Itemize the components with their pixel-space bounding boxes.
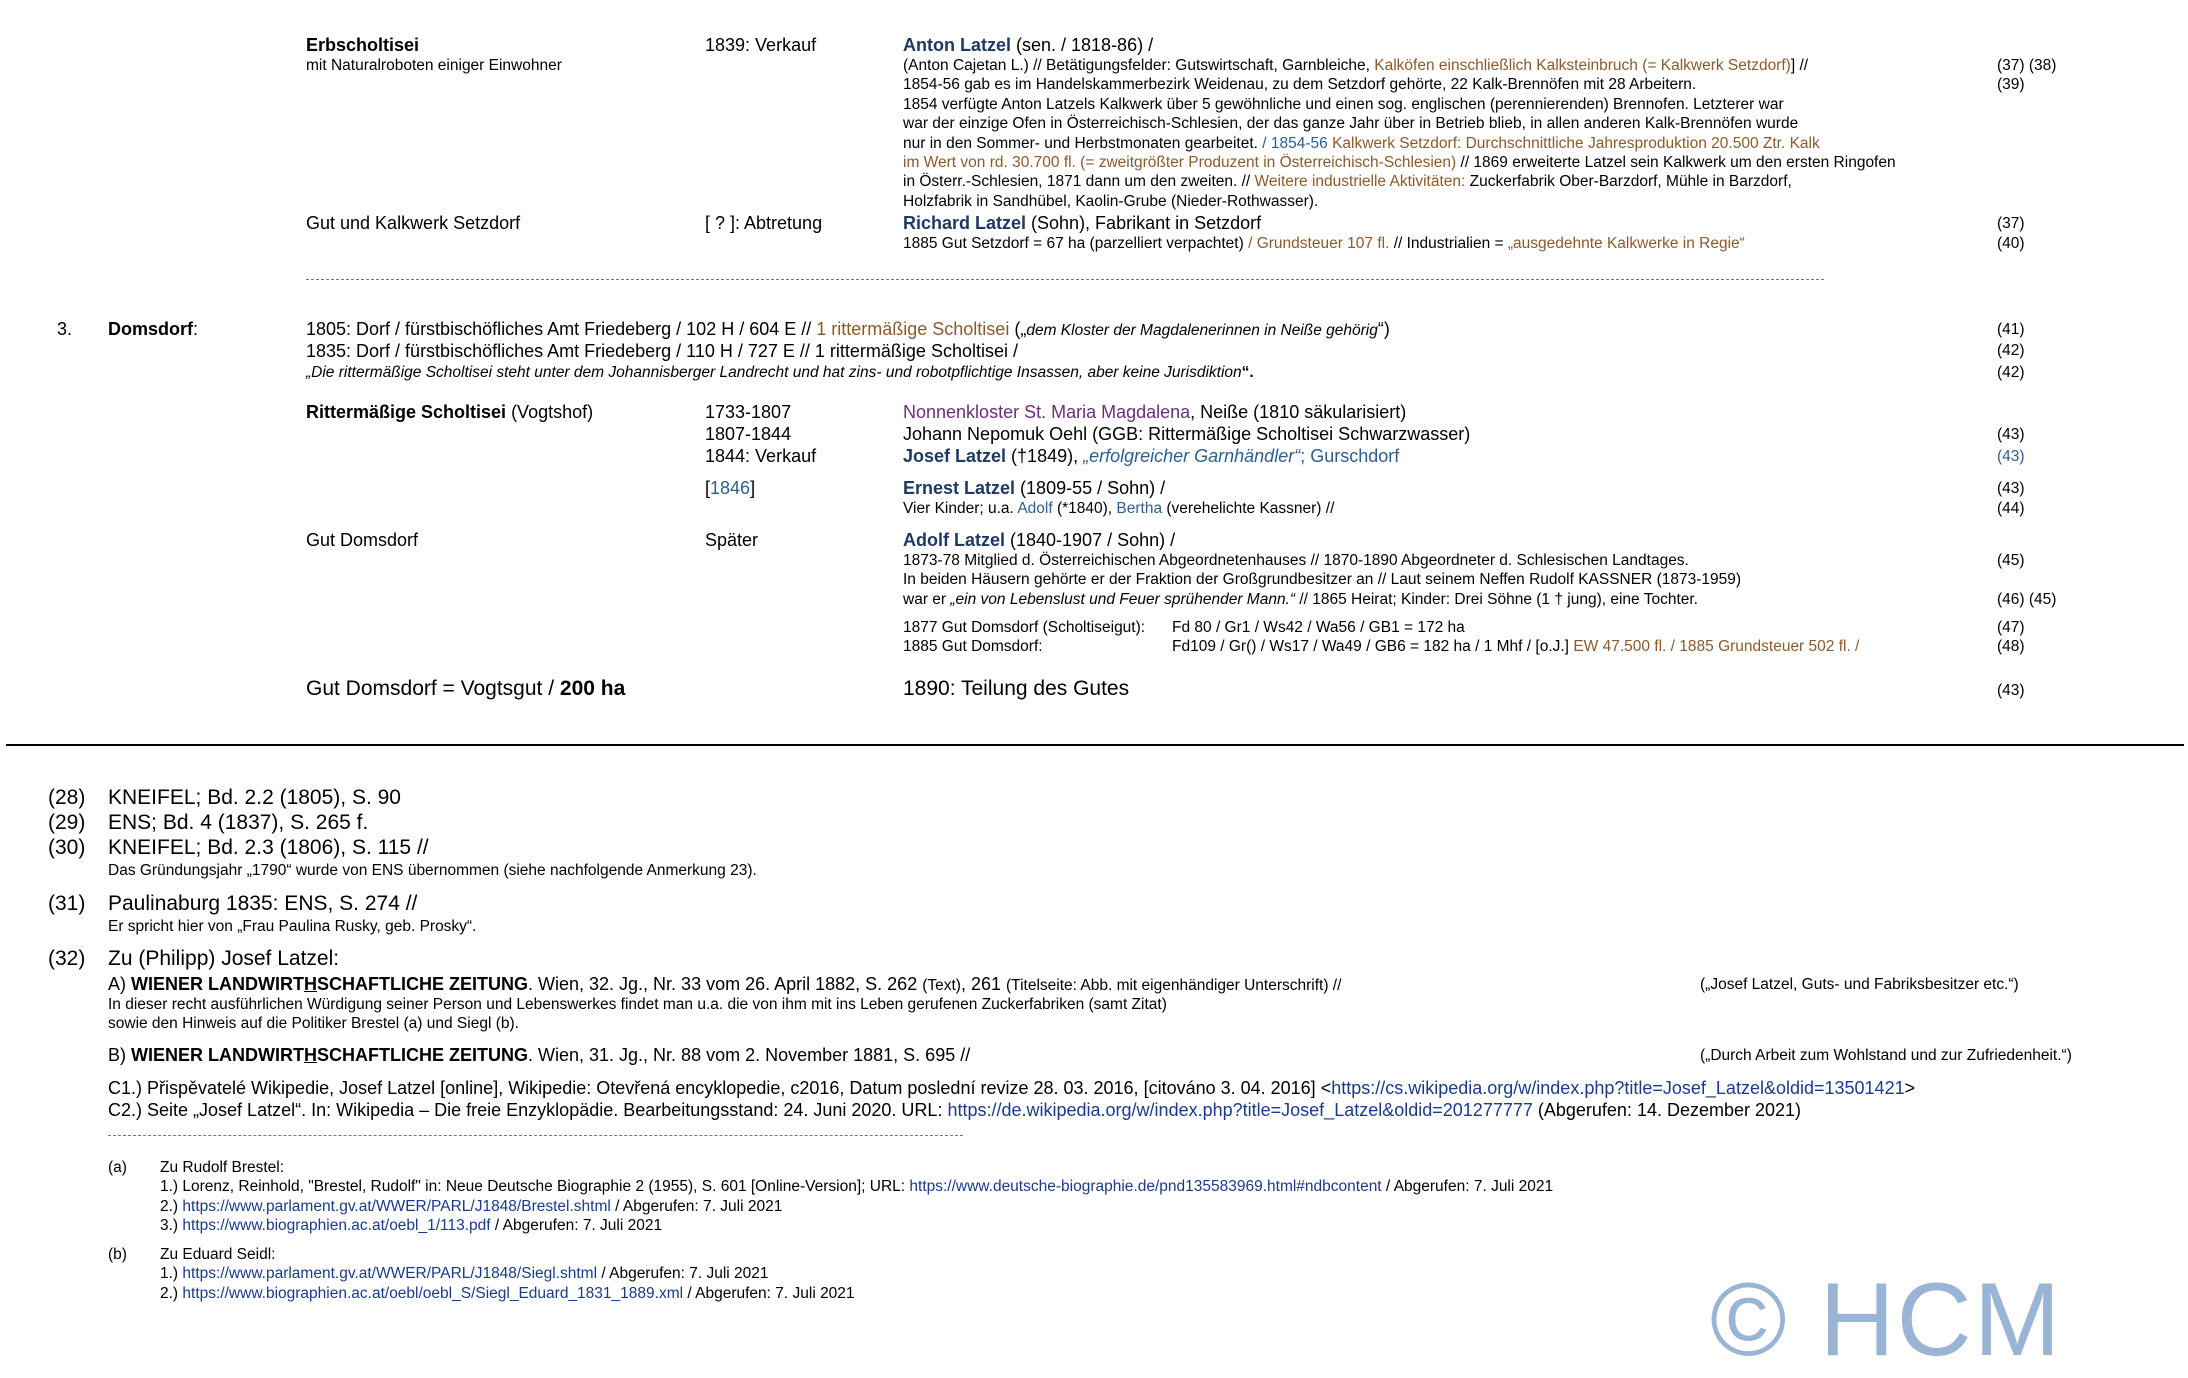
- text: ; Gurschdorf: [1300, 446, 1400, 466]
- gut-domsdorf-1885-values: [1172, 637, 1859, 656]
- note-30-sub: Das Gründungsjahr „1790“ wurde von ENS übernommen (siehe nachfolgende Anmerkung 23).: [108, 862, 757, 879]
- gut-domsdorf-line-2: In beiden Häusern gehörte er der Fraktion der Großgrundbesitzer an // Laut seinem Neffen Rudolf KASSNER (1873-1959): [903, 571, 1742, 589]
- gut-domsdorf-line-3: [903, 590, 1698, 609]
- text: [: [705, 478, 711, 498]
- note-31-sub: Er spricht hier von „Frau Paulina Rusky, geb. Prosky“.: [108, 918, 477, 935]
- text: “.: [1241, 364, 1254, 381]
- ritter-owner-1: [903, 401, 1406, 423]
- subnote-b-2: [160, 1284, 855, 1303]
- text: Adolf: [1017, 500, 1053, 517]
- text: (verehelichte Kassner) //: [1162, 500, 1335, 517]
- parlament-siegl-link[interactable]: https://www.parlament.gv.at/WWER/PARL/J1848/Siegl.shtml: [182, 1265, 598, 1283]
- text: Bertha: [1116, 500, 1163, 517]
- erbscholtisei-line-3: 1854 verfügte Anton Latzels Kalkwerk über 5 gewöhnliche und einen sog. englischen (perennierenden) Brennofen. Letzterer war: [903, 95, 1784, 113]
- text: (Vogtshof): [506, 402, 594, 422]
- note-32-a-line-3: sowie den Hinweis auf die Politiker Brestel (a) und Siegl (b).: [108, 1015, 519, 1033]
- text: SCHAFTLICHE ZEITUNG: [317, 974, 528, 994]
- text: EW 47.500 fl. / 1885 Grundsteuer 502 fl. /: [1573, 638, 1860, 656]
- gut-domsdorf-year: Später: [705, 530, 759, 550]
- note-32-b: [108, 1044, 970, 1066]
- erbscholtisei-year: 1839: Verkauf: [705, 35, 817, 55]
- ref-42: (42): [1997, 342, 2025, 359]
- vogtsgut-title: [306, 676, 625, 702]
- ref-41: (41): [1997, 321, 2025, 338]
- text: H: [304, 1045, 317, 1065]
- text: C1.) Přispěvatelé Wikipedie, Josef Latzel [online], Wikipedie: Otevřená encyklopedie, c2016, Datum poslední revize 28. 03. 2016, [citováno 3. 04. 2016] <: [108, 1078, 1332, 1098]
- parlament-brestel-link[interactable]: https://www.parlament.gv.at/WWER/PARL/J1848/Brestel.shtml: [182, 1197, 611, 1215]
- gut-domsdorf-1885: 1885 Gut Domsdorf:: [903, 638, 1043, 656]
- gut-domsdorf-title: Gut Domsdorf: [306, 530, 419, 550]
- owner-name: Adolf Latzel: [903, 530, 1005, 550]
- subnote-a-2: [160, 1197, 782, 1216]
- text: 1846: [710, 478, 751, 498]
- text: B): [108, 1045, 132, 1065]
- gut-setzdorf-title: Gut und Kalkwerk Setzdorf: [306, 213, 521, 233]
- ref-39: (39): [1997, 76, 2025, 94]
- ritter-owner-2: Johann Nepomuk Oehl (GGB: Rittermäßige Scholtisei Schwarzwasser): [903, 424, 1471, 444]
- text: Rittermäßige Scholtisei: [306, 402, 507, 422]
- owner-name: Anton Latzel: [903, 35, 1011, 55]
- ref-43c: (43): [1997, 480, 2025, 497]
- gut-setzdorf-line-1: [903, 234, 1745, 253]
- note-31-num: (31): [48, 892, 86, 915]
- text: , 261: [960, 974, 1007, 994]
- ref-43d: (43): [1997, 682, 2025, 699]
- ritter-year-4: [705, 477, 755, 499]
- subnote-a-1: [160, 1177, 1553, 1196]
- text: Kalkwerk Setzdorf: Durchschnittliche Jahresproduktion 20.500 Ztr. Kalk: [1332, 134, 1820, 152]
- erbscholtisei-line-2: 1854-56 gab es im Handelskammerbezirk Weidenau, zu dem Setzdorf gehörte, 22 Kalk-Brennöfen mit 28 Arbeitern.: [903, 76, 1697, 94]
- footnote-rule: [6, 744, 2184, 746]
- gut-domsdorf-owner: [903, 529, 1175, 551]
- note-32-a-quote: („Josef Latzel, Guts- und Fabriksbesitzer etc.“): [1700, 976, 2019, 993]
- section-name: [108, 318, 198, 340]
- text: 1.) Lorenz, Reinhold, "Brestel, Rudolf" in: Neue Deutsche Biographie 2 (1955), S. 601 [Online-Version]; URL:: [160, 1178, 910, 1196]
- owner-detail: (1840-1907 / Sohn) /: [1005, 530, 1176, 550]
- ref-48: (48): [1997, 638, 2025, 656]
- vogtsgut-year: 1890: Teilung des Gutes: [903, 677, 1130, 700]
- text: ] //: [1790, 57, 1809, 74]
- text: 1885 Gut Setzdorf = 67 ha (parzelliert verpachtet): [903, 235, 1249, 252]
- section-number: 3.: [57, 319, 73, 339]
- note-30-text: KNEIFEL; Bd. 2.3 (1806), S. 115 //: [108, 836, 429, 859]
- text: „ausgedehnte Kalkwerke in Regie“: [1507, 235, 1745, 252]
- text: / Abgerufen: 7. Juli 2021: [610, 1197, 783, 1215]
- ref-42b: (42): [1997, 364, 2025, 381]
- subnote-b-title: Zu Eduard Seidl:: [160, 1246, 276, 1263]
- text: Domsdorf: [108, 319, 193, 339]
- text: „Die rittermäßige Scholtisei steht unter dem Johannisberger Landrecht und hat zins- und robotpflichtige Insassen, aber keine Jurisdiktion: [306, 364, 1242, 381]
- text: „ein von Lebenslust und Feuer sprühender Mann.“: [950, 590, 1296, 608]
- ritter-owner-3: [903, 445, 1399, 467]
- note-28-text: KNEIFEL; Bd. 2.2 (1805), S. 90: [108, 786, 401, 809]
- text: nur in den Sommer- und Herbstmonaten gearbeitet.: [903, 134, 1263, 152]
- ritter-owner-4: [903, 477, 1165, 499]
- gut-domsdorf-1877: 1877 Gut Domsdorf (Scholtiseigut):: [903, 619, 1146, 636]
- text: („: [1009, 319, 1027, 339]
- text: (*1840),: [1052, 500, 1117, 517]
- text: (Abgerufen: 14. Dezember 2021): [1532, 1100, 1802, 1120]
- note-29-num: (29): [48, 811, 86, 834]
- note-28-num: (28): [48, 786, 86, 809]
- text: Weitere industrielle Aktivitäten:: [1254, 173, 1466, 191]
- text: Josef Latzel: [903, 446, 1007, 466]
- ref-40: (40): [1997, 235, 2025, 252]
- owner-detail: (sen. / 1818-86) /: [1011, 35, 1154, 55]
- text: . Wien, 31. Jg., Nr. 88 vom 2. November 1881, S. 695 //: [528, 1045, 971, 1065]
- text: WIENER LANDWIRT: [131, 1045, 304, 1065]
- ref-43: (43): [1997, 426, 2025, 443]
- note-30-num: (30): [48, 836, 86, 859]
- text: 1.): [160, 1265, 183, 1283]
- text: A): [108, 974, 132, 994]
- text: 2.): [160, 1197, 183, 1215]
- text: . Wien, 32. Jg., Nr. 33 vom 26. April 1882, S. 262: [528, 974, 923, 994]
- note-31-text: Paulinaburg 1835: ENS, S. 274 //: [108, 892, 418, 915]
- note-32-a: [108, 973, 1341, 997]
- note-32-a-line-2: In dieser recht ausführlichen Würdigung seiner Person und Lebenswerkes findet man u.a. die von ihm mit ins Leben gerufenen Zuckerfabriken (samt Zitat): [108, 996, 1167, 1013]
- oebl-pdf-link[interactable]: https://www.biographien.ac.at/oebl_1/113.pdf: [182, 1217, 491, 1235]
- wikipedia-de-link[interactable]: https://de.wikipedia.org/w/index.php?title=Josef_Latzel&oldid=201277777: [947, 1100, 1533, 1120]
- ritter-year-2: 1807-1844: [705, 424, 792, 444]
- text: :: [193, 319, 199, 339]
- owner-detail: (Sohn), Fabrikant in Setzdorf: [1026, 213, 1262, 233]
- domsdorf-quote: [306, 363, 1254, 382]
- ndb-link[interactable]: https://www.deutsche-biographie.de/pnd135583969.html#ndbcontent: [909, 1178, 1382, 1196]
- note-32-c2: [108, 1099, 1801, 1121]
- ref-47: (47): [1997, 619, 2025, 636]
- domsdorf-line-1: [306, 318, 1390, 342]
- text: / 1854-56: [1262, 134, 1333, 152]
- text: / Abgerufen: 7. Juli 2021: [683, 1284, 855, 1302]
- subnote-b-label: (b): [108, 1246, 127, 1263]
- text: (Anton Cajetan L.) // Betätigungsfelder: Gutswirtschaft, Garnbleiche,: [903, 57, 1375, 74]
- ritter-year-3: 1844: Verkauf: [705, 446, 817, 466]
- section-divider: [306, 279, 1824, 280]
- erbscholtisei-owner-line: [903, 34, 1153, 56]
- text: Zuckerfabrik Ober-Barzdorf, Mühle in Barzdorf,: [1465, 173, 1792, 191]
- note-32-text: Zu (Philipp) Josef Latzel:: [108, 947, 340, 970]
- gut-domsdorf-line-1: 1873-78 Mitglied d. Österreichischen Abgeordnetenhauses // 1870-1890 Abgeordneter d. Schlesischen Landtages.: [903, 552, 1689, 569]
- subnote-a-3: [160, 1216, 662, 1235]
- erbscholtisei-line-7: [903, 172, 1792, 191]
- text: // 1865 Heirat; Kinder: Drei Söhne (1 † jung), eine Tochter.: [1295, 590, 1698, 608]
- text: // 1869 erweiterte Latzel sein Kalkwerk um den ersten Ringofen: [1456, 154, 1896, 171]
- text: Kalköfen einschließlich Kalksteinbruch (= Kalkwerk Setzdorf): [1374, 57, 1791, 74]
- text: 3.): [160, 1217, 183, 1235]
- ref-43b: (43): [1997, 448, 2025, 465]
- subnote-b-1: [160, 1264, 769, 1283]
- text: „erfolgreicher Garnhändler“: [1083, 446, 1301, 466]
- ref-37: (37): [1997, 215, 2025, 232]
- erbscholtisei-line-6: [903, 153, 1896, 172]
- text: SCHAFTLICHE ZEITUNG: [317, 1045, 528, 1065]
- oebl-siegl-link[interactable]: https://www.biographien.ac.at/oebl/oebl_S/Siegl_Eduard_1831_1889.xml: [182, 1284, 684, 1302]
- note-32-c1: [108, 1077, 1915, 1099]
- text: H: [304, 974, 317, 994]
- gut-setzdorf-year: [ ? ]: Abtretung: [705, 213, 823, 233]
- domsdorf-line-2: 1835: Dorf / fürstbischöfliches Amt Friedeberg / 110 H / 727 E // 1 rittermäßige Scholtisei /: [306, 341, 1018, 361]
- wikipedia-cs-link[interactable]: https://cs.wikipedia.org/w/index.php?title=Josef_Latzel&oldid=13501421: [1331, 1078, 1905, 1098]
- text: WIENER LANDWIRT: [131, 974, 304, 994]
- owner-name: Richard Latzel: [903, 213, 1027, 233]
- ref-46-45: (46) (45): [1997, 590, 2057, 608]
- text: , Neiße (1810 säkularisiert): [1190, 402, 1407, 422]
- text: Vier Kinder; u.a.: [903, 500, 1018, 517]
- note-32-b-quote: („Durch Arbeit zum Wohlstand und zur Zufriedenheit.“): [1700, 1047, 2072, 1064]
- erbscholtisei-line-1: [903, 56, 1808, 75]
- text: 1 rittermäßige Scholtisei: [816, 319, 1010, 339]
- text: Fd109 / Gr() / Ws17 / Wa49 / GB6 = 182 ha / 1 Mhf / [o.J.]: [1172, 638, 1574, 656]
- text: 1805: Dorf / fürstbischöfliches Amt Friedeberg / 102 H / 604 E //: [306, 319, 817, 339]
- note-29-text: ENS; Bd. 4 (1837), S. 265 f.: [108, 811, 369, 834]
- text: 200 ha: [559, 677, 626, 700]
- gut-domsdorf-1877-values: Fd 80 / Gr1 / Ws42 / Wa56 / GB1 = 172 ha: [1172, 619, 1465, 636]
- text: war er: [903, 590, 951, 608]
- erbscholtisei-title: Erbscholtisei: [306, 35, 420, 55]
- text: “): [1377, 319, 1390, 339]
- text: // Industrialien =: [1389, 235, 1508, 252]
- text: (1809-55 / Sohn) /: [1015, 478, 1166, 498]
- copyright-watermark: © HCM: [1710, 1262, 2063, 1378]
- text: / Abgerufen: 7. Juli 2021: [490, 1217, 663, 1235]
- text: dem Kloster der Magdalenerinnen in Neiße gehörig: [1026, 322, 1378, 339]
- ref-45: (45): [1997, 552, 2025, 569]
- text: in Österr.-Schlesien, 1871 dann um den zweiten. //: [903, 173, 1255, 191]
- text: ]: [750, 478, 756, 498]
- ritter-title: [306, 401, 593, 423]
- text: Nonnenkloster St. Maria Magdalena: [903, 402, 1191, 422]
- gut-setzdorf-owner-line: [903, 212, 1261, 234]
- text: im Wert von rd. 30.700 fl. (= zweitgrößter Produzent in Österreichisch-Schlesien): [903, 154, 1457, 171]
- erbscholtisei-subtitle: mit Naturalroboten einiger Einwohner: [306, 57, 562, 74]
- text: Ernest Latzel: [903, 478, 1016, 498]
- subnote-a-label: (a): [108, 1159, 127, 1176]
- text: 2.): [160, 1284, 183, 1302]
- text: Gut Domsdorf = Vogtsgut /: [306, 677, 560, 700]
- text: / Abgerufen: 7. Juli 2021: [597, 1265, 769, 1283]
- subnote-a-title: Zu Rudolf Brestel:: [160, 1159, 285, 1176]
- text: (†1849),: [1006, 446, 1084, 466]
- erbscholtisei-line-5: [903, 134, 1820, 153]
- ref-37-38: (37) (38): [1997, 57, 2057, 74]
- ref-44: (44): [1997, 500, 2025, 517]
- text: >: [1904, 1078, 1916, 1098]
- erbscholtisei-line-8: Holzfabrik in Sandhübel, Kaolin-Grube (Nieder-Rothwasser).: [903, 192, 1319, 210]
- text: C2.) Seite „Josef Latzel“. In: Wikipedia – Die freie Enzyklopädie. Bearbeitungsstand: 24. Juni 2020. URL:: [108, 1100, 948, 1120]
- ritter-year-1: 1733-1807: [705, 402, 792, 422]
- text: (Titelseite: Abb. mit eigenhändiger Unterschrift) //: [1006, 977, 1342, 994]
- text: / Grundsteuer 107 fl.: [1248, 235, 1390, 252]
- text: / Abgerufen: 7. Juli 2021: [1381, 1178, 1554, 1196]
- note-32-num: (32): [48, 947, 86, 970]
- erbscholtisei-line-4: war der einzige Ofen in Österreichisch-Schlesien, der das ganze Jahr über in Betrieb blieb, in allen anderen Kalk-Brennöfen wurde: [903, 115, 1799, 133]
- text: (Text): [922, 977, 961, 994]
- ritter-owner-5: [903, 499, 1334, 518]
- subnote-divider: [108, 1135, 963, 1136]
